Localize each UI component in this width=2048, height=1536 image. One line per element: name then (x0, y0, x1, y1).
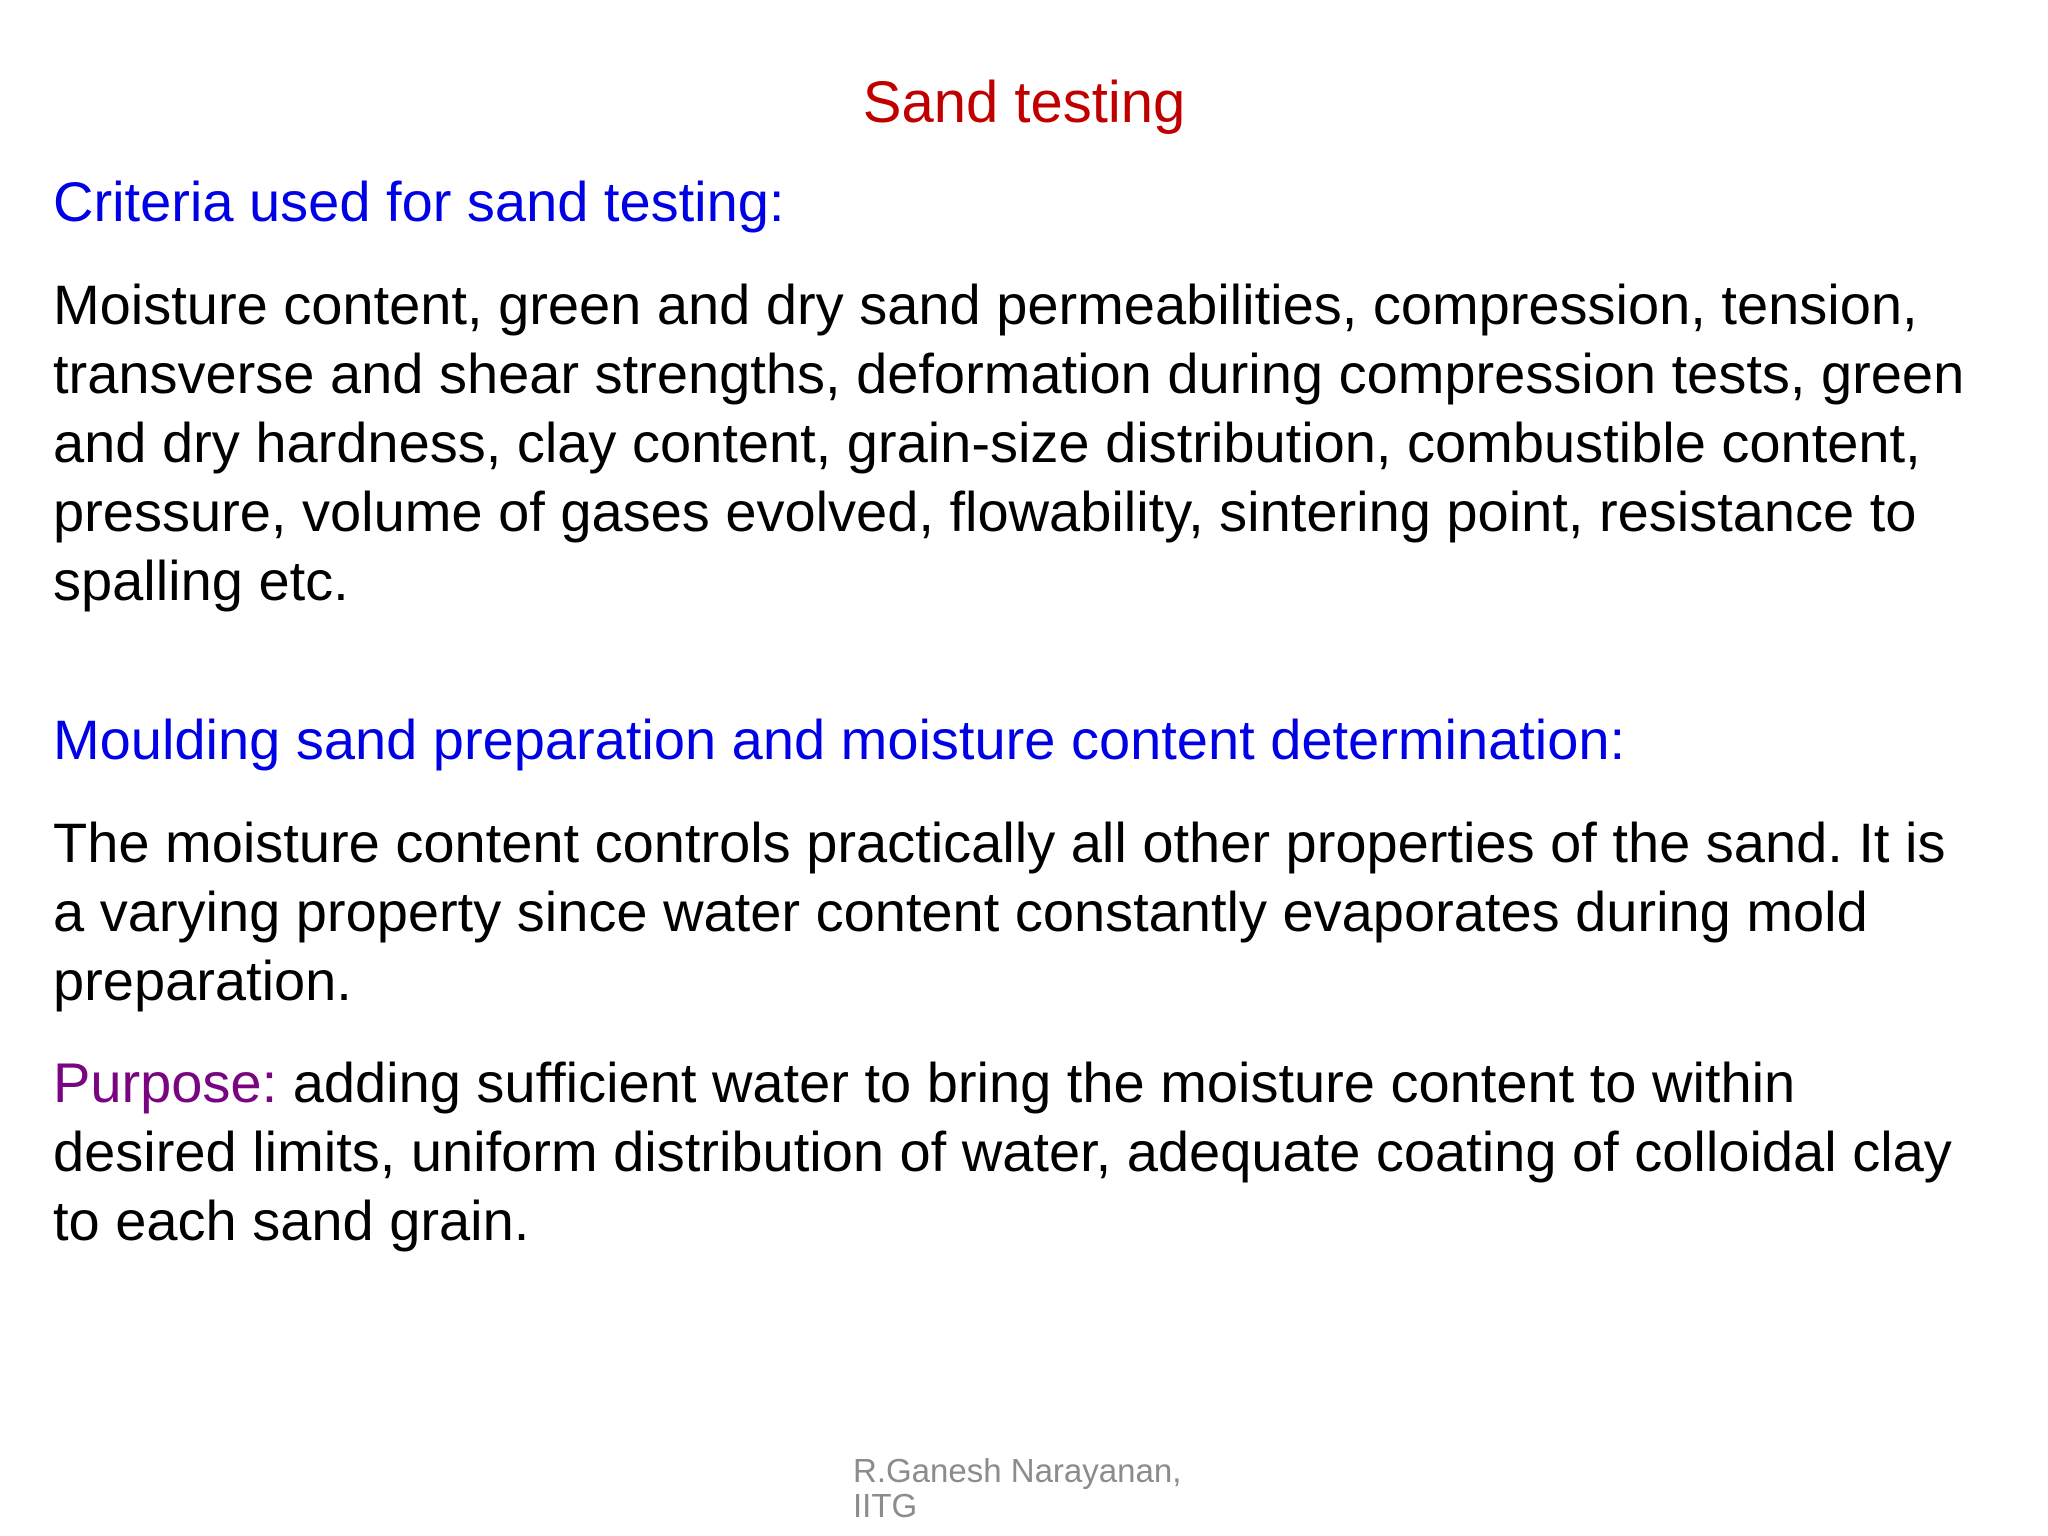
moisture-line: preparation. (53, 949, 352, 1012)
purpose-line: desired limits, uniform distribution of water, adequate coating of colloidal clay (53, 1120, 1952, 1183)
slide-title: Sand testing (862, 70, 1186, 135)
criteria-line: and dry hardness, clay content, grain-size distribution, combustible content, (53, 411, 1921, 474)
purpose-first-line (53, 1048, 2028, 1117)
criteria-paragraph (53, 270, 2028, 615)
purpose-paragraph (53, 1048, 2028, 1255)
moisture-line: a varying property since water content constantly evaporates during mold (53, 880, 1868, 943)
moisture-line: The moisture content controls practically all other properties of the sand. It is (53, 811, 1946, 874)
criteria-line: pressure, volume of gases evolved, flowability, sintering point, resistance to (53, 480, 1917, 543)
criteria-line: spalling etc. (53, 549, 349, 612)
criteria-line: transverse and shear strengths, deformation during compression tests, green (53, 342, 1965, 405)
criteria-line: Moisture content, green and dry sand permeabilities, compression, tension, (53, 273, 1918, 336)
criteria-heading: Criteria used for sand testing: (53, 170, 785, 233)
moisture-paragraph (53, 808, 2028, 1015)
purpose-line: to each sand grain. (53, 1189, 530, 1252)
moulding-heading: Moulding sand preparation and moisture content determination: (53, 708, 1626, 771)
purpose-label: Purpose: (53, 1051, 278, 1114)
footer-credit (853, 1453, 1181, 1523)
footer-institute: IITG (853, 1487, 918, 1524)
footer-author: R.Ganesh Narayanan, (853, 1452, 1182, 1489)
purpose-first-line-text: adding sufficient water to bring the moisture content to within (277, 1051, 1796, 1114)
